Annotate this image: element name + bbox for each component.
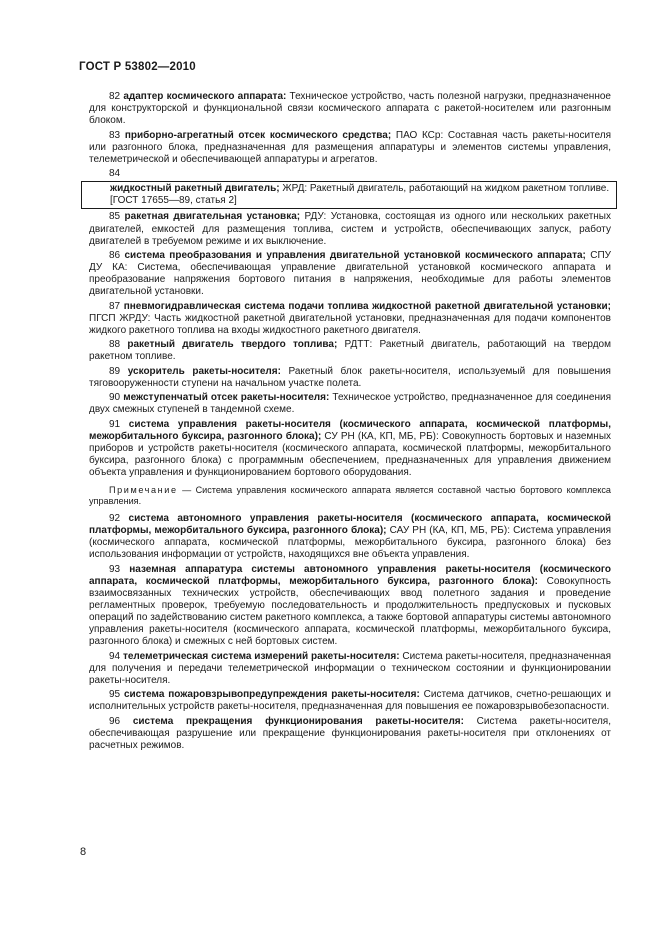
entry-number: 89 (109, 365, 121, 377)
entry-number: 82 (109, 91, 121, 102)
entry-number: 88 (109, 339, 121, 351)
entry-definition: Система ракеты-носителя, обеспечивающая разрушение или прекращение функционирования ракеты-носителя при отклонениях от расчетных режимов. (89, 715, 611, 752)
entry-89 (89, 366, 611, 390)
entry-term: жидкостный ракетный двигатель; (110, 183, 280, 195)
entry-number: 87 (109, 300, 121, 312)
entry-definition: Система датчиков, счетно-решающих и исполнительных устройств ракеты-носителя, предназначенная для повышения ее пожаровзрывобезопасности. (89, 689, 611, 713)
entry-83 (89, 130, 611, 166)
entry-term: ускоритель ракеты-носителя: (127, 365, 281, 377)
entry-82 (89, 91, 611, 127)
entry-90 (89, 392, 611, 416)
entry-term: система пожаровзрывопредупреждения ракеты-носителя: (123, 689, 420, 701)
entry-92 (89, 513, 611, 561)
entry-88 (89, 339, 611, 363)
entry-86 (89, 250, 611, 298)
entry-number: 86 (109, 250, 121, 262)
entry-95 (89, 689, 611, 713)
entry-definition: РДТТ: Ракетный двигатель, работающий на твердом ракетном топливе. (89, 339, 611, 363)
entry-term: пневмогидравлическая система подачи топлива жидкостной ракетной двигательной установки; (123, 300, 612, 312)
entry-number: 91 (109, 418, 121, 430)
entry-definition: СПУ ДУ КА: Система, обеспечивающая управление двигательной установкой космического аппарата и преобразование напряжения бортового питания в напряжения, необходимые для работы элементов двигательной установки. (89, 250, 612, 298)
entry-84-number: 84 (109, 168, 121, 180)
entry-term: наземная аппаратура системы автономного управления ракеты-носителя (космического аппарата, космической платформы, межорбитального буксира, разгонного блока): (89, 563, 611, 587)
entry-definition: САУ РН (КА, КП, МБ, РБ): Система управления (космического аппарата, космической платформы, межорбитального буксира, разгонного блока) без использования информации от устройств, находящихся вне объекта управления. (89, 525, 611, 561)
entry-definition: Ракетный блок ракеты-носителя, используемый для повышения тяговооруженности ступени на начальном участке полета. (89, 365, 611, 389)
entry-84 (90, 183, 610, 195)
entry-number: 85 (109, 211, 121, 223)
entry-definition: ПГСП ЖРДУ: Часть жидкостной ракетной двигательной установки, предназначенная для подачи компонентов жидкого ракетного топлива на входы жидкостного ракетного двигателя. (89, 312, 611, 336)
entry-term: ракетная двигательная установка; (124, 211, 301, 223)
entry-87 (89, 301, 611, 337)
entry-definition: СУ РН (КА, КП, МБ, РБ): Совокупность бортовых и наземных приборов и устройств ракеты-носителя (космического аппарата, космической платформы, межорбитального буксира, разгонного блока) с программным обеспечением, предназначенных для управления движением объекта управления и функционированием бортового оборудования. (89, 430, 612, 479)
document-body (89, 91, 611, 754)
entry-definition: ЖРД: Ракетный двигатель, работающий на жидком ракетном топливе. (279, 183, 610, 195)
entry-number: 96 (109, 715, 121, 727)
entry-91-note (89, 485, 611, 507)
entry-term: приборно-агрегатный отсек космического средства; (124, 129, 392, 141)
document-header: ГОСТ Р 53802—2010 (79, 61, 196, 73)
note-label: Примечание (109, 485, 178, 496)
note-text: Система управления космического аппарата является составной частью бортового комплекса управления. (89, 485, 611, 507)
entry-definition: РДУ: Установка, состоящая из одного или нескольких ракетных двигателей, емкостей для размещения топлива, систем и устройств, обеспечивающих запуск, работу двигателей в требуемом режиме и их выключение. (89, 211, 611, 247)
entry-term: ракетный двигатель твердого топлива; (127, 339, 338, 351)
entry-85 (89, 211, 611, 247)
entry-91 (89, 419, 611, 479)
entry-term: адаптер космического аппарата: (123, 91, 287, 102)
entry-96 (89, 716, 611, 752)
entry-84-box (81, 181, 617, 209)
note-dash: — (177, 485, 196, 496)
entry-number: 92 (109, 513, 121, 525)
entry-number: 95 (109, 689, 121, 701)
entry-84-reference: [ГОСТ 17655—89, статья 2] (110, 195, 237, 207)
entry-number: 83 (109, 129, 121, 141)
entry-definition: Техническое устройство, часть полезной нагрузки, предназначенное для конструкторской и функциональной связи космического аппарата с ракетой-носителем или разгонным блоком. (89, 91, 611, 127)
entry-term: телеметрическая система измерений ракеты-носителя: (122, 650, 400, 662)
entry-94 (89, 651, 611, 687)
entry-term: система управления ракеты-носителя (космического аппарата, космической платформы, межорбитального буксира, разгонного блока); (89, 418, 611, 442)
entry-definition: Система ракеты-носителя, предназначенная для получения и передачи телеметрической информации о техническом состоянии и функционировании ракеты-носителя. (89, 650, 611, 686)
page-number: 8 (80, 846, 87, 858)
entry-term: система автономного управления ракеты-носителя (космического аппарата, космической платформы, межорбитального буксира, разгонного блока); (89, 513, 611, 537)
entry-number: 94 (109, 650, 121, 662)
entry-term: межступенчатый отсек ракеты-носителя: (123, 392, 330, 404)
entry-definition: Техническое устройство, предназначенное для соединения двух смежных ступеней в тандемной схеме. (89, 392, 611, 416)
entry-term: система преобразования и управления двигательной установкой космического аппарата; (124, 250, 586, 262)
entry-definition: ПАО КСр: Составная часть ракеты-носителя или разгонного блока, предназначенная для размещения аппаратуры и элементов системы управления, телеметрической и обеспечивающей аппаратуры и агрегатов. (89, 129, 612, 165)
entry-93 (89, 564, 611, 649)
entry-term: система прекращения функционирования ракеты-носителя: (132, 715, 464, 727)
entry-number: 90 (109, 392, 121, 404)
entry-definition: Совокупность взаимосвязанных технических устройств, обеспечивающих ввод полетного задания и проведение регламентных проверок, требуемую последовательность и продолжительность предпусковых и пусковых операций по задействованию систем ракетного комплекса, а также бортовой аппаратуры системы автономного управления ракеты-носителя (космического аппарата, космической платформы, межорбитального буксира, разгонного блока) и смежных с ней бортовых систем. (89, 575, 611, 648)
entry-number: 93 (109, 563, 121, 575)
